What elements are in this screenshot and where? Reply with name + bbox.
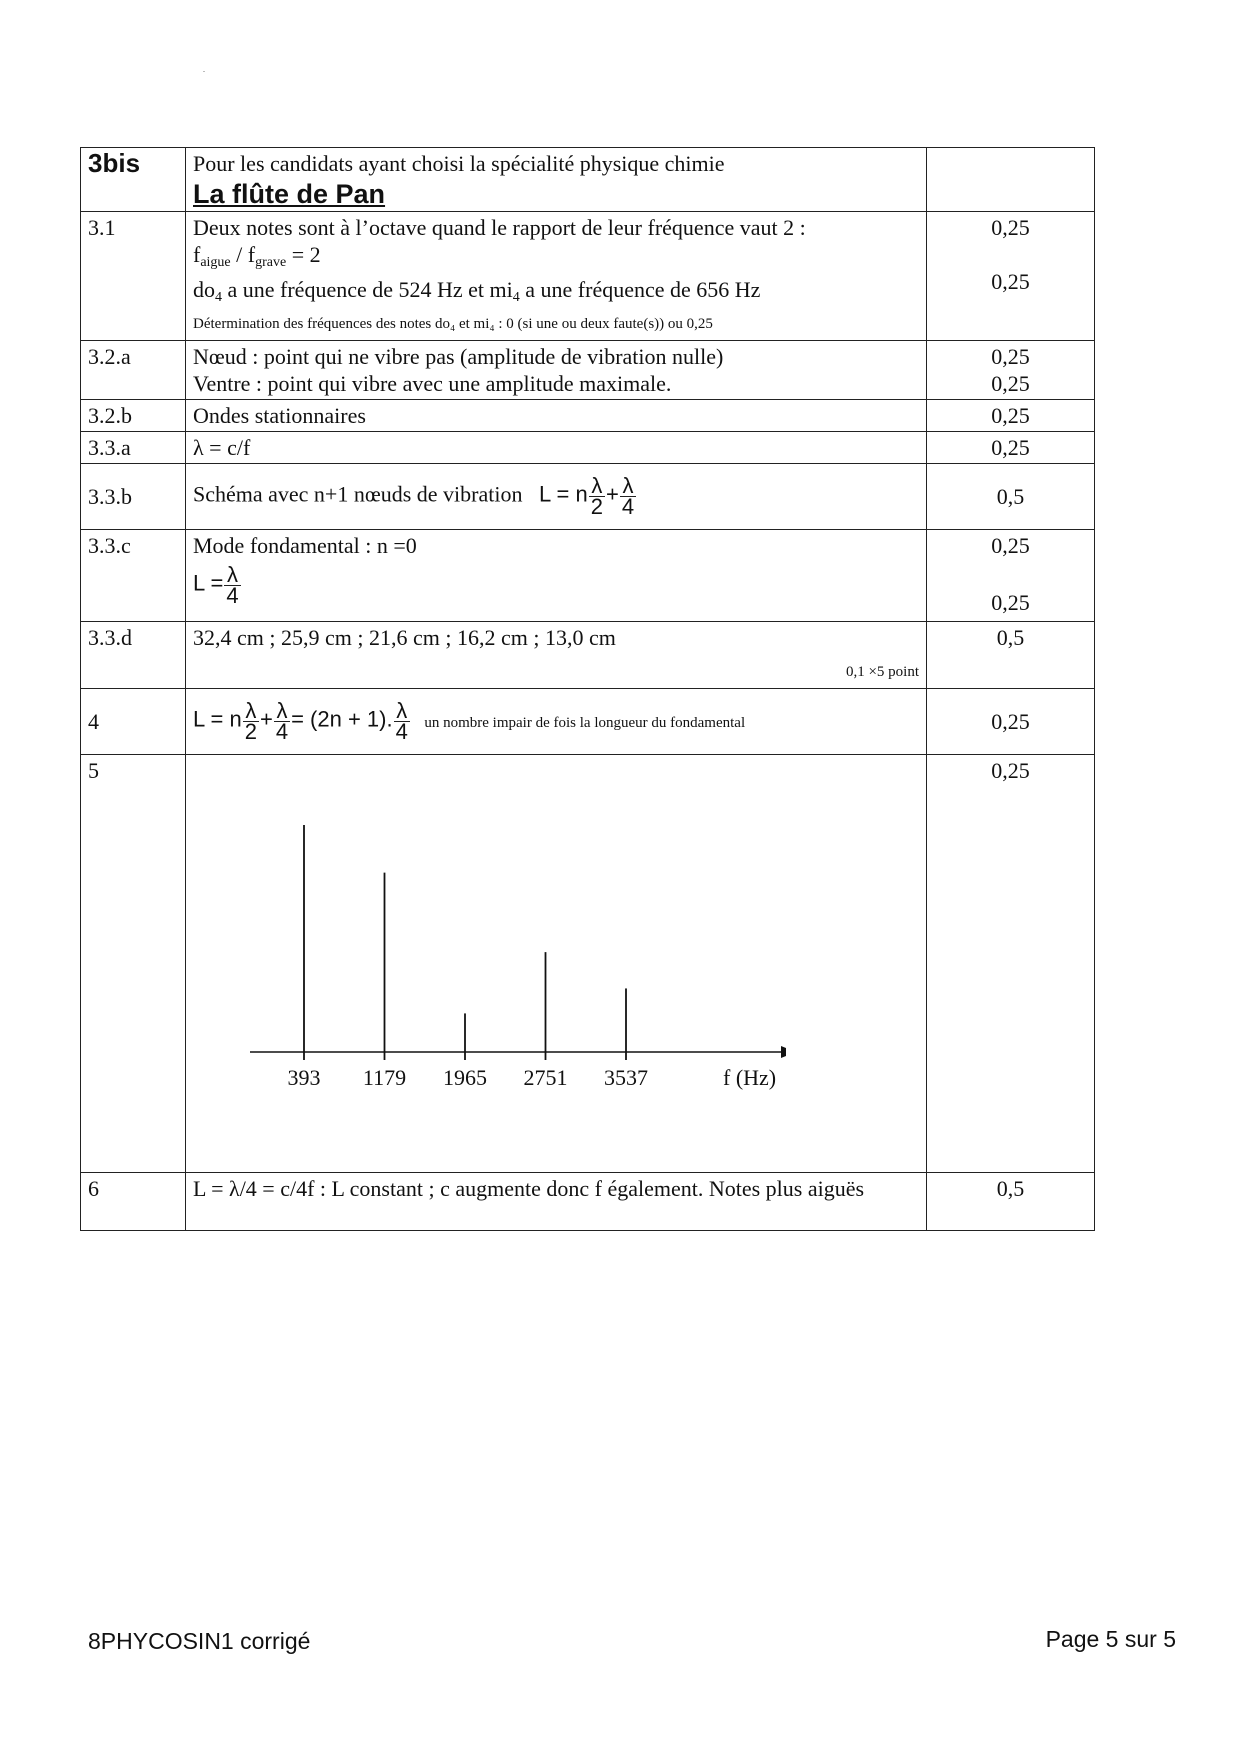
answer-cell: L = n $\frac{\lambda}{2}$ + $\frac{\lambda}{4}$ = (2n + 1). $\frac{\lambda}{4}$ un nombre impair de fois la longueur du fondamental <box>186 689 927 755</box>
tick-label-2751: 2751 <box>523 1065 568 1090</box>
question-number: 6 <box>81 1173 186 1231</box>
table-row <box>81 622 1095 689</box>
scan-dot <box>203 71 205 72</box>
tick-label-1179: 1179 <box>362 1065 407 1090</box>
points-cell <box>927 148 1095 212</box>
table-row <box>81 212 1095 341</box>
fraction: $\frac{\lambda}{2}$ <box>244 698 257 744</box>
answer-cell <box>186 755 927 1173</box>
question-number: 3.2.b <box>81 400 186 432</box>
tick-label-1965: 1965 <box>443 1065 487 1090</box>
fraction: $\frac{\lambda}{4}$ <box>621 473 635 519</box>
fraction: $\frac{\lambda}{4}$ <box>275 698 289 744</box>
answer-cell: Ondes stationnaires <box>186 400 927 432</box>
points-cell: 0,25 0,25 <box>927 530 1095 622</box>
ratio-line: $f_{aigue} / f_{grave} = 2$ <box>193 242 321 270</box>
question-number: 3.3.c <box>81 530 186 622</box>
answer-cell: 32,4 cm ; 25,9 cm ; 21,6 cm ; 16,2 cm ; 13,0 cm 0,1 ×5 point <box>186 622 927 689</box>
question-number: 3.3.d <box>81 622 186 689</box>
frequency-spectrum-chart <box>186 755 786 1165</box>
document-code: 8PHYCOSIN1 corrigé <box>88 1628 311 1654</box>
table-row <box>81 464 1095 530</box>
question-number: 3.1 <box>81 212 186 341</box>
points-cell: 0,5 <box>927 622 1095 689</box>
question-number: 3bis <box>81 148 186 212</box>
table-row <box>81 1173 1095 1231</box>
question-number: 3.2.a <box>81 341 186 400</box>
fraction: $\frac{\lambda}{2}$ <box>590 473 603 519</box>
section-header <box>186 148 927 212</box>
fraction: $\frac{\lambda}{4}$ <box>395 698 408 744</box>
answer-cell <box>186 212 927 341</box>
fraction: $\frac{\lambda}{4}$ <box>226 562 239 608</box>
answer-line: Deux notes sont à l’octave quand le rapport de leur fréquence vaut 2 : <box>193 215 806 240</box>
section-title: La flûte de Pan <box>193 179 386 209</box>
answer-cell: Nœud : point qui ne vibre pas (amplitude de vibration nulle) Ventre : point qui vibre avec une amplitude maximale. <box>186 341 927 400</box>
points-note: 0,1 ×5 point <box>845 664 919 680</box>
answer-cell: Schéma avec n+1 nœuds de vibration L = n $\frac{\lambda}{2}$ + $\frac{\lambda}{4}$ <box>186 464 927 530</box>
points-cell: 0,5 <box>927 1173 1095 1231</box>
x-axis-arrow <box>781 1046 786 1058</box>
answer-cell: λ = c/f <box>186 432 927 464</box>
points-cell: 0,25 <box>927 755 1095 1173</box>
page-number: Page 5 sur 5 <box>1045 1626 1176 1652</box>
tick-label-393: 393 <box>287 1065 321 1090</box>
answer-cell: L = λ/4 = c/4f : L constant ; c augmente donc f également. Notes plus aiguës <box>186 1173 927 1231</box>
question-number: 3.3.a <box>81 432 186 464</box>
grading-note: Détermination des fréquences des notes do₄ et mi₄ : 0 (si une ou deux faute(s)) ou 0,25 <box>193 316 713 332</box>
points-cell: 0,25 0,25 <box>927 341 1095 400</box>
points-cell: 0,5 <box>927 464 1095 530</box>
question-number: 4 <box>81 689 186 755</box>
table-row-header <box>81 148 1095 212</box>
table-row <box>81 530 1095 622</box>
table-row <box>81 341 1095 400</box>
points-cell: 0,25 <box>927 400 1095 432</box>
points-cell: 0,25 <box>927 432 1095 464</box>
table-row <box>81 400 1095 432</box>
frequency-line: $do_4$ a une fréquence de 524 Hz et $mi_4$ a une fréquence de 656 Hz <box>193 277 761 305</box>
points-cell: 0,25 0,25 <box>927 212 1095 341</box>
section-intro: Pour les candidats ayant choisi la spécialité physique chimie <box>193 151 725 176</box>
x-axis-label: f (Hz) <box>723 1065 777 1090</box>
points-cell: 0,25 <box>927 689 1095 755</box>
question-number: 3.3.b <box>81 464 186 530</box>
table-row <box>81 689 1095 755</box>
table-row <box>81 432 1095 464</box>
question-number: 5 <box>81 755 186 1173</box>
answer-cell: Mode fondamental : n =0 L = $\frac{\lambda}{4}$ <box>186 530 927 622</box>
answer-table <box>80 147 1095 1231</box>
table-row <box>81 755 1095 1173</box>
tick-label-3537: 3537 <box>604 1065 648 1090</box>
